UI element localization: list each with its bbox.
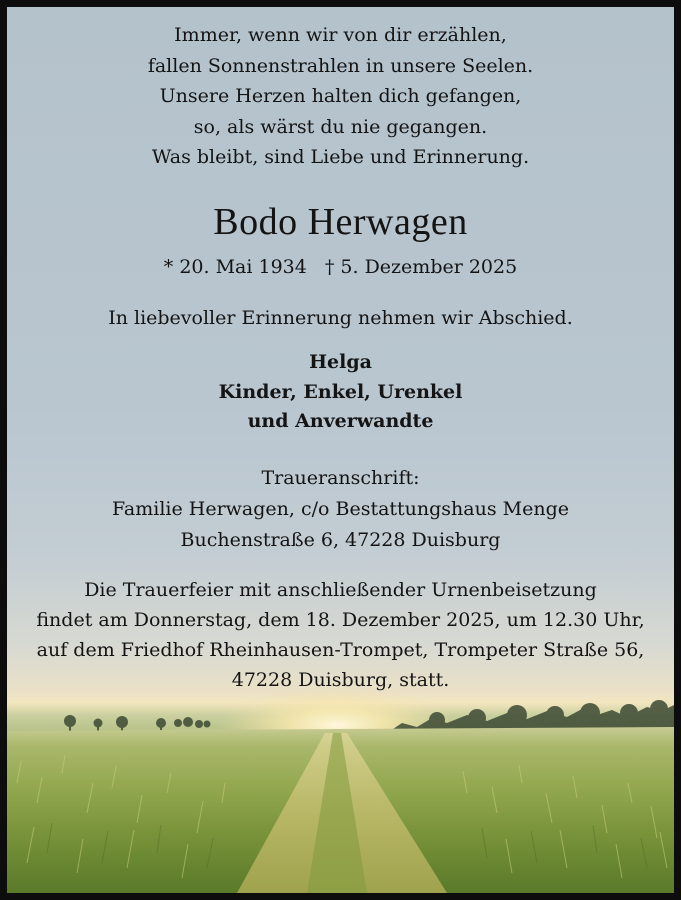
- mourning-address: [7, 463, 674, 556]
- mourner-line: Kinder, Enkel, Urenkel: [218, 380, 463, 403]
- funeral-service-info: [7, 575, 674, 695]
- poem-line: Immer, wenn wir von dir erzählen,: [174, 24, 507, 46]
- poem-line: so, als wärst du nie gegangen.: [193, 115, 488, 138]
- farewell-text: In liebevoller Erinnerung nehmen wir Abschied.: [108, 307, 573, 329]
- address-line: Familie Herwagen, c/o Bestattungshaus Menge: [112, 498, 569, 520]
- poem-line: Was bleibt, sind Liebe und Erinnerung.: [151, 146, 530, 168]
- service-line: Die Trauerfeier mit anschließender Urnenbeisetzung: [84, 579, 597, 601]
- service-line: findet am Donnerstag, dem 18. Dezember 2025, um 12.30 Uhr,: [36, 609, 645, 631]
- service-line: 47228 Duisburg, statt.: [231, 669, 450, 691]
- mourners-list: [7, 348, 674, 437]
- life-dates: [7, 253, 674, 281]
- poem-line: fallen Sonnenstrahlen in unsere Seelen.: [147, 54, 534, 77]
- wheat-field-image: [7, 663, 674, 893]
- mourner-line: Helga: [309, 351, 372, 373]
- birth-date: * 20. Mai 1934: [163, 256, 307, 278]
- deceased-name: Bodo Herwagen: [213, 201, 468, 243]
- death-date: † 5. Dezember 2025: [324, 256, 518, 278]
- poem-line: Unsere Herzen halten dich gefangen,: [159, 85, 522, 107]
- address-heading: Traueranschrift:: [261, 467, 420, 489]
- service-line: auf dem Friedhof Rheinhausen-Trompet, Trompeter Straße 56,: [36, 639, 645, 661]
- memorial-poem: [7, 20, 674, 173]
- mourner-line: und Anverwandte: [247, 410, 434, 432]
- address-line: Buchenstraße 6, 47228 Duisburg: [180, 529, 501, 551]
